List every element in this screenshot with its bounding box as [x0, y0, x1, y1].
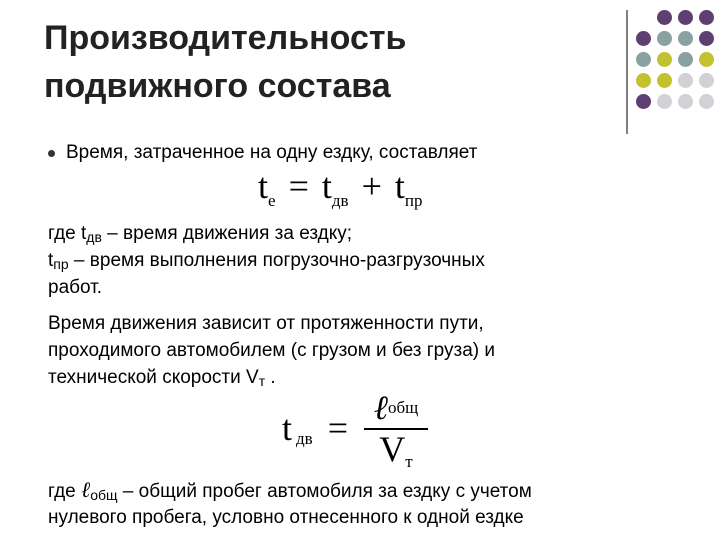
formula-travel-time	[258, 166, 423, 221]
formula2-lhs-sub: дв	[296, 429, 313, 448]
last-line-2: нулевого пробега, условно отнесенного к одной ездке	[48, 507, 524, 528]
where-line-2-cont: работ.	[48, 277, 103, 298]
formula2-den: V	[379, 429, 406, 469]
paragraph-line-3	[48, 366, 276, 393]
last1-l: ℓ	[81, 477, 91, 502]
slide-title-line-2: подвижного состава	[44, 67, 391, 105]
decorative-dot	[657, 73, 672, 88]
last1-sub: общ	[90, 487, 118, 503]
decorative-dot	[657, 31, 672, 46]
last1-post: – общий пробег автомобиля за ездку с учетом	[117, 481, 532, 502]
where1-pre: где t	[48, 223, 87, 244]
formula2-lhs-group	[282, 408, 348, 459]
formula2-denominator	[360, 430, 432, 481]
formula2-numerator	[360, 390, 432, 427]
where-line-2	[48, 249, 485, 276]
where2-pre: t	[48, 250, 54, 271]
last1-pre: где	[48, 481, 82, 502]
decorative-dot	[636, 73, 651, 88]
formula1-lhs: t	[258, 166, 269, 206]
formula2-num: ℓ	[373, 390, 388, 427]
formula1-t2-sub: пр	[404, 191, 423, 210]
bullet-text: Время, затраченное на одну ездку, составляет	[66, 142, 478, 163]
decorative-dot	[678, 73, 693, 88]
where-line-1	[48, 222, 352, 249]
formula1-plus: +	[361, 166, 382, 206]
where1-sub: дв	[86, 229, 102, 245]
formula2-lhs: t	[282, 408, 293, 448]
decorative-dot	[678, 52, 693, 67]
para3-post: .	[265, 367, 276, 388]
formula2-num-sub: общ	[387, 398, 419, 417]
slide-title-line-1: Производительность	[44, 19, 407, 57]
paragraph-line-1: Время движения зависит от протяженности пути,	[48, 313, 484, 334]
formula2-eq: =	[327, 408, 349, 448]
decorative-dot	[636, 94, 651, 109]
formula1-t1-sub: дв	[331, 191, 349, 210]
decorative-dot	[657, 52, 672, 67]
para3-sub: т	[258, 373, 266, 389]
decorative-dot	[699, 94, 714, 109]
decorative-dot	[678, 94, 693, 109]
where2-sub: пр	[53, 256, 69, 272]
where2-post: – время выполнения погрузочно-разгрузочных	[68, 250, 485, 271]
slide-title	[44, 14, 604, 110]
decorative-dot	[636, 52, 651, 67]
last-line-1	[48, 478, 532, 507]
decorative-dot	[699, 10, 714, 25]
decorative-dot	[699, 73, 714, 88]
decorative-dot	[699, 31, 714, 46]
decorative-dot-grid	[636, 10, 720, 118]
para3-pre: технической скорости V	[48, 367, 259, 388]
decorative-dot	[699, 52, 714, 67]
formula1-lhs-sub: е	[268, 191, 276, 210]
formula1-t1: t	[321, 166, 332, 206]
paragraph-line-2: проходимого автомобилем (с грузом и без груза) и	[48, 340, 496, 361]
decorative-dot	[636, 31, 651, 46]
formula1-t2: t	[394, 166, 405, 206]
decorative-dot	[678, 31, 693, 46]
decorative-dot	[657, 94, 672, 109]
formula1-eq: =	[288, 166, 309, 206]
formula2-den-sub: т	[405, 452, 413, 471]
decorative-dot	[678, 10, 693, 25]
bullet-dot	[48, 150, 55, 157]
decorative-dot	[657, 10, 672, 25]
where1-post: – время движения за ездку;	[101, 223, 353, 244]
decorative-divider	[626, 10, 628, 134]
